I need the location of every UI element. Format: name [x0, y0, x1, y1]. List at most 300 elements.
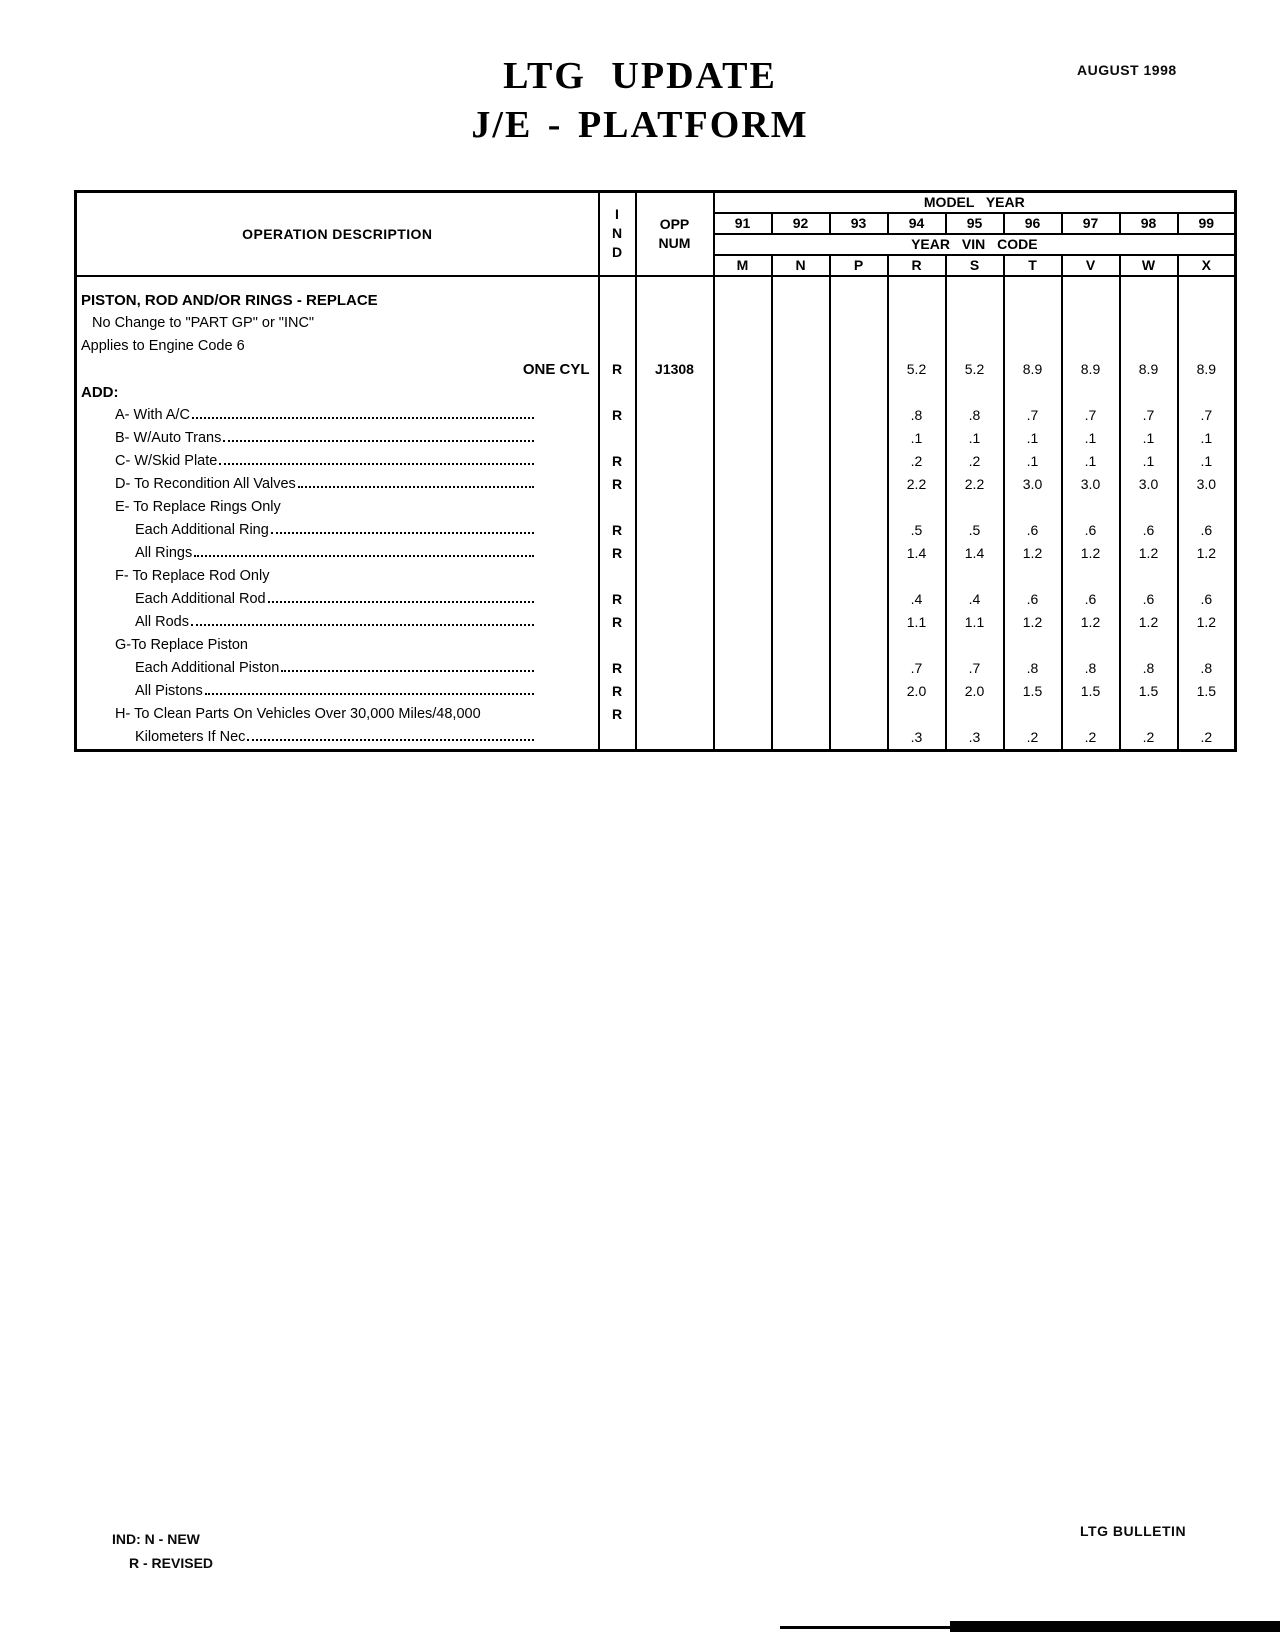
value-cell — [714, 473, 772, 496]
operation-label: Applies to Engine Code 6 — [81, 337, 245, 354]
value-cell — [772, 611, 830, 634]
value-cell — [772, 588, 830, 611]
value-cell: .6 — [1062, 588, 1120, 611]
value-cell: .1 — [1004, 427, 1062, 450]
table-row — [76, 358, 1236, 381]
value-cell: .7 — [1062, 404, 1120, 427]
value-cell: 8.9 — [1120, 358, 1178, 381]
value-cell: .6 — [1178, 519, 1236, 542]
value-cell: .8 — [946, 404, 1004, 427]
value-cell — [1004, 496, 1062, 519]
operation-cell — [76, 335, 599, 358]
value-cell — [714, 450, 772, 473]
value-cell: 5.2 — [888, 358, 946, 381]
value-cell — [714, 335, 772, 358]
value-cell — [772, 634, 830, 657]
footer-ind-legend: IND: N - NEW — [112, 1531, 200, 1547]
year-header: 92 — [772, 213, 830, 234]
value-cell: .1 — [946, 427, 1004, 450]
value-cell: 1.5 — [1062, 680, 1120, 703]
table-row — [76, 703, 1236, 726]
value-cell: .2 — [946, 450, 1004, 473]
value-cell — [830, 519, 888, 542]
value-cell — [772, 381, 830, 404]
ind-cell: R — [599, 358, 636, 381]
value-cell — [1004, 312, 1062, 335]
value-cell — [946, 276, 1004, 312]
date-label: AUGUST 1998 — [1077, 62, 1177, 78]
value-cell — [946, 634, 1004, 657]
opp-num-cell — [636, 496, 714, 519]
table-row — [76, 634, 1236, 657]
vin-letter-header: T — [1004, 255, 1062, 276]
opp-num-cell — [636, 519, 714, 542]
value-cell — [772, 473, 830, 496]
operation-cell — [76, 726, 599, 751]
value-cell — [1120, 335, 1178, 358]
value-cell — [1178, 312, 1236, 335]
value-cell — [714, 358, 772, 381]
value-cell — [888, 312, 946, 335]
value-cell — [830, 680, 888, 703]
value-cell — [1062, 496, 1120, 519]
operation-cell — [76, 611, 599, 634]
value-cell — [1062, 381, 1120, 404]
value-cell — [1004, 381, 1062, 404]
dot-leader — [191, 624, 534, 626]
value-cell — [1120, 703, 1178, 726]
value-cell: 3.0 — [1062, 473, 1120, 496]
dot-leader — [268, 601, 534, 603]
table-row — [76, 565, 1236, 588]
year-header: 98 — [1120, 213, 1178, 234]
value-cell — [946, 335, 1004, 358]
operation-label: B- W/Auto Trans — [115, 429, 222, 446]
opp-num-cell — [636, 680, 714, 703]
value-cell — [830, 726, 888, 751]
value-cell: .2 — [1062, 726, 1120, 751]
ind-cell — [599, 565, 636, 588]
year-header: 99 — [1178, 213, 1236, 234]
value-cell — [1062, 276, 1120, 312]
value-cell: .2 — [1178, 726, 1236, 751]
value-cell — [772, 519, 830, 542]
opp-num-cell — [636, 726, 714, 751]
value-cell — [714, 404, 772, 427]
operation-label: Each Additional Ring — [135, 521, 269, 538]
value-cell: 1.1 — [946, 611, 1004, 634]
value-cell: 3.0 — [1178, 473, 1236, 496]
ind-cell: R — [599, 519, 636, 542]
year-header: 91 — [714, 213, 772, 234]
ind-cell: R — [599, 588, 636, 611]
table-row — [76, 519, 1236, 542]
ind-cell — [599, 381, 636, 404]
opp-num-cell — [636, 276, 714, 312]
opp-num-cell — [636, 473, 714, 496]
value-cell — [714, 381, 772, 404]
value-cell — [888, 335, 946, 358]
value-cell — [714, 657, 772, 680]
value-cell — [830, 335, 888, 358]
value-cell — [772, 680, 830, 703]
opp-num-cell — [636, 634, 714, 657]
value-cell: 1.2 — [1178, 542, 1236, 565]
value-cell: .5 — [888, 519, 946, 542]
ind-cell — [599, 496, 636, 519]
value-cell — [1178, 496, 1236, 519]
value-cell — [888, 565, 946, 588]
value-cell: 1.2 — [1004, 542, 1062, 565]
value-cell — [830, 358, 888, 381]
operation-cell — [76, 565, 599, 588]
table-row — [76, 542, 1236, 565]
value-cell — [1178, 335, 1236, 358]
dot-leader — [281, 670, 533, 672]
ind-cell: R — [599, 542, 636, 565]
operation-cell — [76, 703, 599, 726]
table-row — [76, 726, 1236, 751]
operation-label: All Rods — [135, 613, 189, 630]
value-cell: .6 — [1120, 588, 1178, 611]
value-cell — [772, 542, 830, 565]
table-row — [76, 312, 1236, 335]
value-cell: 5.2 — [946, 358, 1004, 381]
opp-num-cell — [636, 588, 714, 611]
value-cell — [714, 519, 772, 542]
operation-cell — [76, 657, 599, 680]
value-cell — [1178, 634, 1236, 657]
dot-leader — [205, 693, 534, 695]
opp-num-cell — [636, 703, 714, 726]
value-cell — [1062, 703, 1120, 726]
value-cell: 1.1 — [888, 611, 946, 634]
value-cell — [946, 312, 1004, 335]
operation-label: F- To Replace Rod Only — [115, 567, 270, 584]
vin-letter-header: X — [1178, 255, 1236, 276]
value-cell — [1004, 634, 1062, 657]
ind-cell — [599, 634, 636, 657]
value-cell — [714, 588, 772, 611]
value-cell — [830, 634, 888, 657]
table-row — [76, 276, 1236, 312]
value-cell — [888, 634, 946, 657]
value-cell: 1.5 — [1120, 680, 1178, 703]
value-cell: 1.2 — [1120, 611, 1178, 634]
value-cell — [1062, 565, 1120, 588]
operation-cell — [76, 404, 599, 427]
ind-cell: R — [599, 680, 636, 703]
value-cell: 2.0 — [946, 680, 1004, 703]
value-cell — [714, 634, 772, 657]
value-cell: .1 — [1062, 450, 1120, 473]
operation-cell — [76, 634, 599, 657]
ind-cell — [599, 726, 636, 751]
operation-label: G-To Replace Piston — [115, 636, 248, 653]
value-cell — [714, 312, 772, 335]
value-cell — [1120, 496, 1178, 519]
value-cell — [946, 703, 1004, 726]
opp-num-cell — [636, 312, 714, 335]
opp-header-word: NUM — [658, 234, 691, 251]
page-title — [0, 56, 1280, 145]
value-cell: 3.0 — [1004, 473, 1062, 496]
value-cell — [830, 381, 888, 404]
value-cell — [1062, 335, 1120, 358]
year-header: 95 — [946, 213, 1004, 234]
value-cell — [830, 565, 888, 588]
value-cell: .4 — [946, 588, 1004, 611]
operation-cell — [76, 519, 599, 542]
operation-cell — [76, 358, 599, 381]
table-row — [76, 381, 1236, 404]
table-row — [76, 335, 1236, 358]
value-cell — [1120, 276, 1178, 312]
value-cell — [714, 565, 772, 588]
value-cell — [714, 703, 772, 726]
opp-num-header — [636, 192, 714, 276]
operation-cell — [76, 381, 599, 404]
value-cell — [772, 726, 830, 751]
value-cell — [772, 404, 830, 427]
value-cell — [946, 496, 1004, 519]
dot-leader — [271, 532, 534, 534]
value-cell: 2.2 — [888, 473, 946, 496]
value-cell: .6 — [1062, 519, 1120, 542]
value-cell — [888, 276, 946, 312]
ind-cell: R — [599, 450, 636, 473]
value-cell — [772, 496, 830, 519]
model-year-header: MODEL YEAR — [714, 192, 1236, 213]
value-cell: 1.2 — [1004, 611, 1062, 634]
value-cell: .8 — [1120, 657, 1178, 680]
operation-label: ONE CYL — [522, 360, 590, 378]
value-cell — [1120, 634, 1178, 657]
scan-artifact-bar-thin — [780, 1626, 955, 1629]
value-cell: .8 — [1004, 657, 1062, 680]
opp-header-word: OPP — [659, 215, 690, 232]
operation-label: Each Additional Piston — [135, 659, 280, 676]
value-cell — [1178, 276, 1236, 312]
table-row — [76, 473, 1236, 496]
value-cell — [772, 276, 830, 312]
value-cell — [888, 381, 946, 404]
ind-cell: R — [599, 611, 636, 634]
ind-cell — [599, 276, 636, 312]
operation-label: H- To Clean Parts On Vehicles Over 30,000 Miles/48,000 — [115, 705, 481, 722]
scan-artifact-bar-thick — [950, 1621, 1280, 1632]
value-cell — [830, 404, 888, 427]
value-cell — [714, 726, 772, 751]
value-cell: 2.2 — [946, 473, 1004, 496]
ind-cell — [599, 312, 636, 335]
value-cell — [772, 703, 830, 726]
value-cell — [1178, 703, 1236, 726]
value-cell — [830, 703, 888, 726]
value-cell: 1.2 — [1178, 611, 1236, 634]
year-header: 94 — [888, 213, 946, 234]
value-cell: .1 — [1178, 450, 1236, 473]
value-cell: .2 — [1004, 726, 1062, 751]
value-cell — [1004, 703, 1062, 726]
value-cell — [1120, 312, 1178, 335]
value-cell: .3 — [946, 726, 1004, 751]
ind-cell — [599, 427, 636, 450]
value-cell — [888, 703, 946, 726]
operation-cell — [76, 473, 599, 496]
value-cell — [1120, 565, 1178, 588]
opp-num-cell — [636, 335, 714, 358]
table-row — [76, 611, 1236, 634]
value-cell: .1 — [1062, 427, 1120, 450]
opp-num-cell — [636, 542, 714, 565]
vin-letter-header: M — [714, 255, 772, 276]
value-cell — [714, 542, 772, 565]
year-header: 93 — [830, 213, 888, 234]
table-row — [76, 427, 1236, 450]
opp-num-cell — [636, 450, 714, 473]
value-cell — [772, 450, 830, 473]
opp-num-cell: J1308 — [636, 358, 714, 381]
value-cell: 1.4 — [888, 542, 946, 565]
operation-cell — [76, 276, 599, 312]
page-title-line1: LTG UPDATE — [503, 55, 777, 97]
value-cell — [1062, 312, 1120, 335]
value-cell — [1004, 335, 1062, 358]
year-header: 96 — [1004, 213, 1062, 234]
value-cell: .1 — [1120, 450, 1178, 473]
value-cell — [830, 450, 888, 473]
value-cell: 1.4 — [946, 542, 1004, 565]
value-cell — [888, 496, 946, 519]
value-cell: .1 — [888, 427, 946, 450]
value-cell: 1.2 — [1062, 611, 1120, 634]
operation-cell — [76, 680, 599, 703]
value-cell — [1120, 381, 1178, 404]
operation-label: A- With A/C — [115, 406, 190, 423]
dot-leader — [219, 463, 533, 465]
value-cell — [946, 381, 1004, 404]
ind-header-letter: N — [611, 225, 623, 242]
value-cell: 8.9 — [1062, 358, 1120, 381]
operation-label: All Pistons — [135, 682, 203, 699]
operation-label: PISTON, ROD AND/OR RINGS - REPLACE — [81, 291, 378, 309]
opp-num-cell — [636, 404, 714, 427]
value-cell — [714, 680, 772, 703]
value-cell — [830, 473, 888, 496]
ind-cell: R — [599, 473, 636, 496]
value-cell — [830, 312, 888, 335]
value-cell — [772, 657, 830, 680]
value-cell — [946, 565, 1004, 588]
table-row — [76, 588, 1236, 611]
value-cell: .6 — [1004, 588, 1062, 611]
value-cell: 1.2 — [1062, 542, 1120, 565]
dot-leader — [223, 440, 533, 442]
table-row — [76, 450, 1236, 473]
opp-num-cell — [636, 611, 714, 634]
year-header: 97 — [1062, 213, 1120, 234]
value-cell — [830, 496, 888, 519]
value-cell: 8.9 — [1004, 358, 1062, 381]
value-cell — [772, 358, 830, 381]
value-cell — [830, 657, 888, 680]
footer-revised-legend: R - REVISED — [129, 1555, 214, 1571]
ind-header-letter: I — [615, 206, 619, 223]
value-cell: 8.9 — [1178, 358, 1236, 381]
operation-label: No Change to "PART GP" or "INC" — [92, 314, 315, 331]
value-cell: .8 — [1178, 657, 1236, 680]
value-cell — [1004, 565, 1062, 588]
value-cell — [772, 335, 830, 358]
table-body — [76, 276, 1236, 751]
vin-letter-header: R — [888, 255, 946, 276]
dot-leader — [247, 739, 533, 741]
opp-num-cell — [636, 657, 714, 680]
dot-leader — [194, 555, 533, 557]
value-cell: 1.5 — [1178, 680, 1236, 703]
vin-letter-header: N — [772, 255, 830, 276]
operation-label: E- To Replace Rings Only — [115, 498, 281, 515]
value-cell: .5 — [946, 519, 1004, 542]
table-row — [76, 680, 1236, 703]
value-cell — [830, 588, 888, 611]
value-cell — [714, 427, 772, 450]
value-cell — [772, 312, 830, 335]
operation-label: Each Additional Rod — [135, 590, 266, 607]
value-cell — [1004, 276, 1062, 312]
value-cell: .7 — [888, 657, 946, 680]
operation-cell — [76, 312, 599, 335]
ind-cell: R — [599, 657, 636, 680]
ind-cell: R — [599, 404, 636, 427]
footer-bulletin-label: LTG BULLETIN — [1080, 1523, 1187, 1539]
value-cell: 1.2 — [1120, 542, 1178, 565]
value-cell: .7 — [1120, 404, 1178, 427]
ind-header — [599, 192, 636, 276]
ltg-update-table — [74, 190, 1237, 752]
opp-num-cell — [636, 427, 714, 450]
page-title-line2: J/E - PLATFORM — [471, 104, 809, 146]
value-cell — [830, 611, 888, 634]
value-cell: .7 — [1178, 404, 1236, 427]
value-cell: .7 — [946, 657, 1004, 680]
value-cell: .8 — [888, 404, 946, 427]
operation-cell — [76, 496, 599, 519]
value-cell: .2 — [888, 450, 946, 473]
operation-label: ADD: — [81, 383, 119, 401]
operation-cell — [76, 542, 599, 565]
value-cell: .4 — [888, 588, 946, 611]
value-cell: .8 — [1062, 657, 1120, 680]
vin-letter-header: W — [1120, 255, 1178, 276]
value-cell — [714, 611, 772, 634]
vin-code-header: YEAR VIN CODE — [714, 234, 1236, 255]
operation-cell — [76, 588, 599, 611]
table-row — [76, 657, 1236, 680]
vin-letter-header: S — [946, 255, 1004, 276]
table-row — [76, 404, 1236, 427]
value-cell: .1 — [1120, 427, 1178, 450]
dot-leader — [298, 486, 534, 488]
value-cell: .1 — [1004, 450, 1062, 473]
value-cell: .6 — [1178, 588, 1236, 611]
value-cell: .7 — [1004, 404, 1062, 427]
value-cell: .2 — [1120, 726, 1178, 751]
operation-cell — [76, 450, 599, 473]
value-cell: .3 — [888, 726, 946, 751]
value-cell: .1 — [1178, 427, 1236, 450]
